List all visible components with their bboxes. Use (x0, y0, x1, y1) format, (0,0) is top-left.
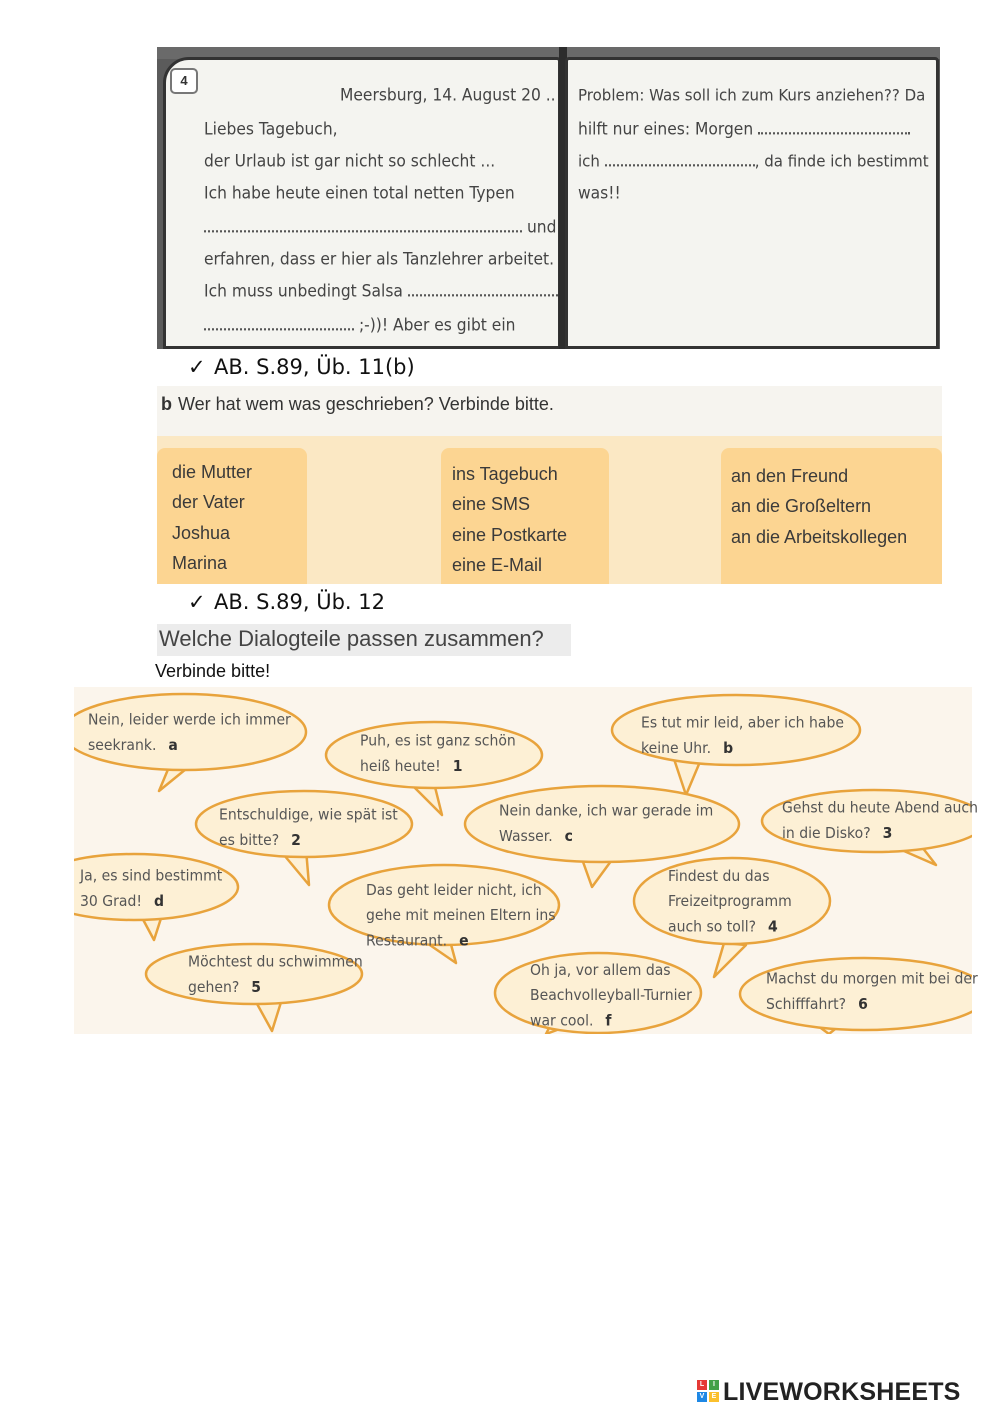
diary-right-line-4: was!! (578, 183, 621, 203)
logo-square-e: E (709, 1392, 719, 1402)
bubble-e: Das geht leider nicht, ich gehe mit meinen Eltern ins Restaurant. e (366, 882, 556, 950)
bubble-f: Oh ja, vor allem das Beachvolleyball-Turnier war cool. f (530, 962, 692, 1030)
column-1-item: der Vater (172, 492, 245, 512)
diary-greeting: Liebes Tagebuch, (204, 119, 338, 139)
bubble-tag: 6 (858, 996, 868, 1013)
bubble-1: Puh, es ist ganz schön heiß heute! 1 (360, 733, 516, 775)
diary-right-line-2-start: hilft nur eines: Morgen (578, 119, 754, 139)
bubble-2: Entschuldige, wie spät ist es bitte? 2 (219, 807, 398, 849)
speech-bubbles-image (74, 687, 978, 1034)
diary-right-line-2 (578, 119, 910, 138)
bubble-tag: d (153, 893, 164, 910)
logo-text: LIVEWORKSHEETS (723, 1378, 961, 1406)
diary-right-page (565, 57, 939, 349)
bubble-a: Nein, leider werde ich immer seekrank. a (88, 712, 291, 754)
column-3-item: an die Arbeitskollegen (731, 527, 908, 547)
bubble-tag: 4 (768, 918, 778, 936)
exercise-12-subnote: Verbinde bitte! (155, 661, 271, 681)
column-3-item: an den Freund (731, 466, 849, 486)
column-2-item: eine E-Mail (452, 555, 543, 575)
exercise-12-title: Welche Dialogteile passen zusammen? (157, 624, 571, 656)
logo-square-i: I (709, 1380, 719, 1390)
bubble-b: Es tut mir leid, aber ich habe keine Uhr. b (641, 715, 844, 757)
column-2-item: ins Tagebuch (452, 464, 558, 484)
bubble-tag: c (564, 828, 573, 845)
bubble-tag: 1 (452, 758, 463, 775)
checklist-item-12 (188, 590, 385, 614)
checklist-item-label: AB. S.89, Üb. 12 (214, 590, 385, 614)
blank-dotted-line (758, 131, 910, 134)
checkmark-icon: ✓ (188, 590, 206, 614)
diary-line-4: erfahren, dass er hier als Tanzlehrer arbeitet. (204, 249, 555, 269)
column-1-item: Marina (172, 553, 228, 573)
column-3-item: an die Großeltern (731, 496, 872, 516)
bubble-5: Möchtest du schwimmen gehen? 5 (188, 954, 363, 996)
diary-right-line-3-end: , da finde ich bestimmt (754, 151, 929, 171)
bubble-tag: e (459, 932, 469, 950)
diary-right-line-3-start: ich (578, 151, 600, 171)
bubble-tag: a (168, 737, 178, 754)
bubble-6: Machst du morgen mit bei der Schifffahrt? 6 (766, 971, 978, 1013)
diary-right-line-3 (578, 151, 929, 170)
logo-squares-icon (697, 1380, 721, 1404)
logo-square-v: V (697, 1392, 707, 1402)
diary-line-6 (204, 315, 515, 334)
column-1-item: die Mutter (172, 462, 253, 482)
logo-square-l: L (697, 1380, 707, 1390)
exercise-number-badge: 4 (170, 68, 198, 94)
exercise-b-image (157, 386, 942, 584)
blank-dotted-line (204, 327, 354, 330)
bubble-4-shape (714, 943, 746, 977)
bubble-tag: 2 (291, 832, 301, 849)
diary-notebook-image (157, 47, 940, 349)
diary-line-3-end: und (526, 217, 557, 237)
column-2-item: eine Postkarte (452, 525, 568, 545)
bubble-3: Gehst du heute Abend auch in die Disko? 3 (782, 800, 978, 842)
diary-date: Meersburg, 14. August 20 .. (340, 85, 556, 105)
bubble-tag: f (605, 1012, 612, 1030)
checklist-item-11b (188, 355, 415, 379)
diary-line-2: Ich habe heute einen total netten Typen (204, 183, 515, 203)
diary-right-line-1: Problem: Was soll ich zum Kurs anziehen?? Da (578, 85, 926, 105)
bubble-d: Ja, es sind bestimmt 30 Grad! d (80, 868, 223, 910)
diary-line-3 (204, 217, 556, 236)
column-1-item: Joshua (172, 523, 231, 543)
diary-line-6-end: ;-))! Aber es gibt ein (358, 315, 516, 335)
bubble-tag: b (723, 740, 734, 757)
checkmark-icon: ✓ (188, 355, 206, 379)
checklist-item-label: AB. S.89, Üb. 11(b) (214, 355, 415, 379)
diary-line-5 (204, 281, 566, 300)
bubble-4: Findest du das Freizeitprogramm auch so toll? 4 (668, 868, 792, 936)
bubble-c: Nein danke, ich war gerade im Wasser. c (499, 803, 714, 845)
diary-line-5-start: Ich muss unbedingt Salsa (204, 281, 403, 301)
exercise-b-instruction (161, 394, 554, 415)
diary-line-1: der Urlaub ist gar nicht so schlecht ... (204, 151, 496, 171)
blank-dotted-line (204, 229, 522, 232)
bubble-tag: 3 (882, 825, 893, 842)
instruction-text: Wer hat wem was geschrieben? Verbinde bitte. (178, 394, 554, 414)
diary-left-page (163, 57, 561, 349)
blank-dotted-line (605, 163, 755, 166)
blank-dotted-line (408, 293, 566, 296)
column-2-item: eine SMS (452, 494, 531, 514)
bubble-tag: 5 (251, 979, 262, 996)
exercise-letter: b (161, 394, 172, 414)
